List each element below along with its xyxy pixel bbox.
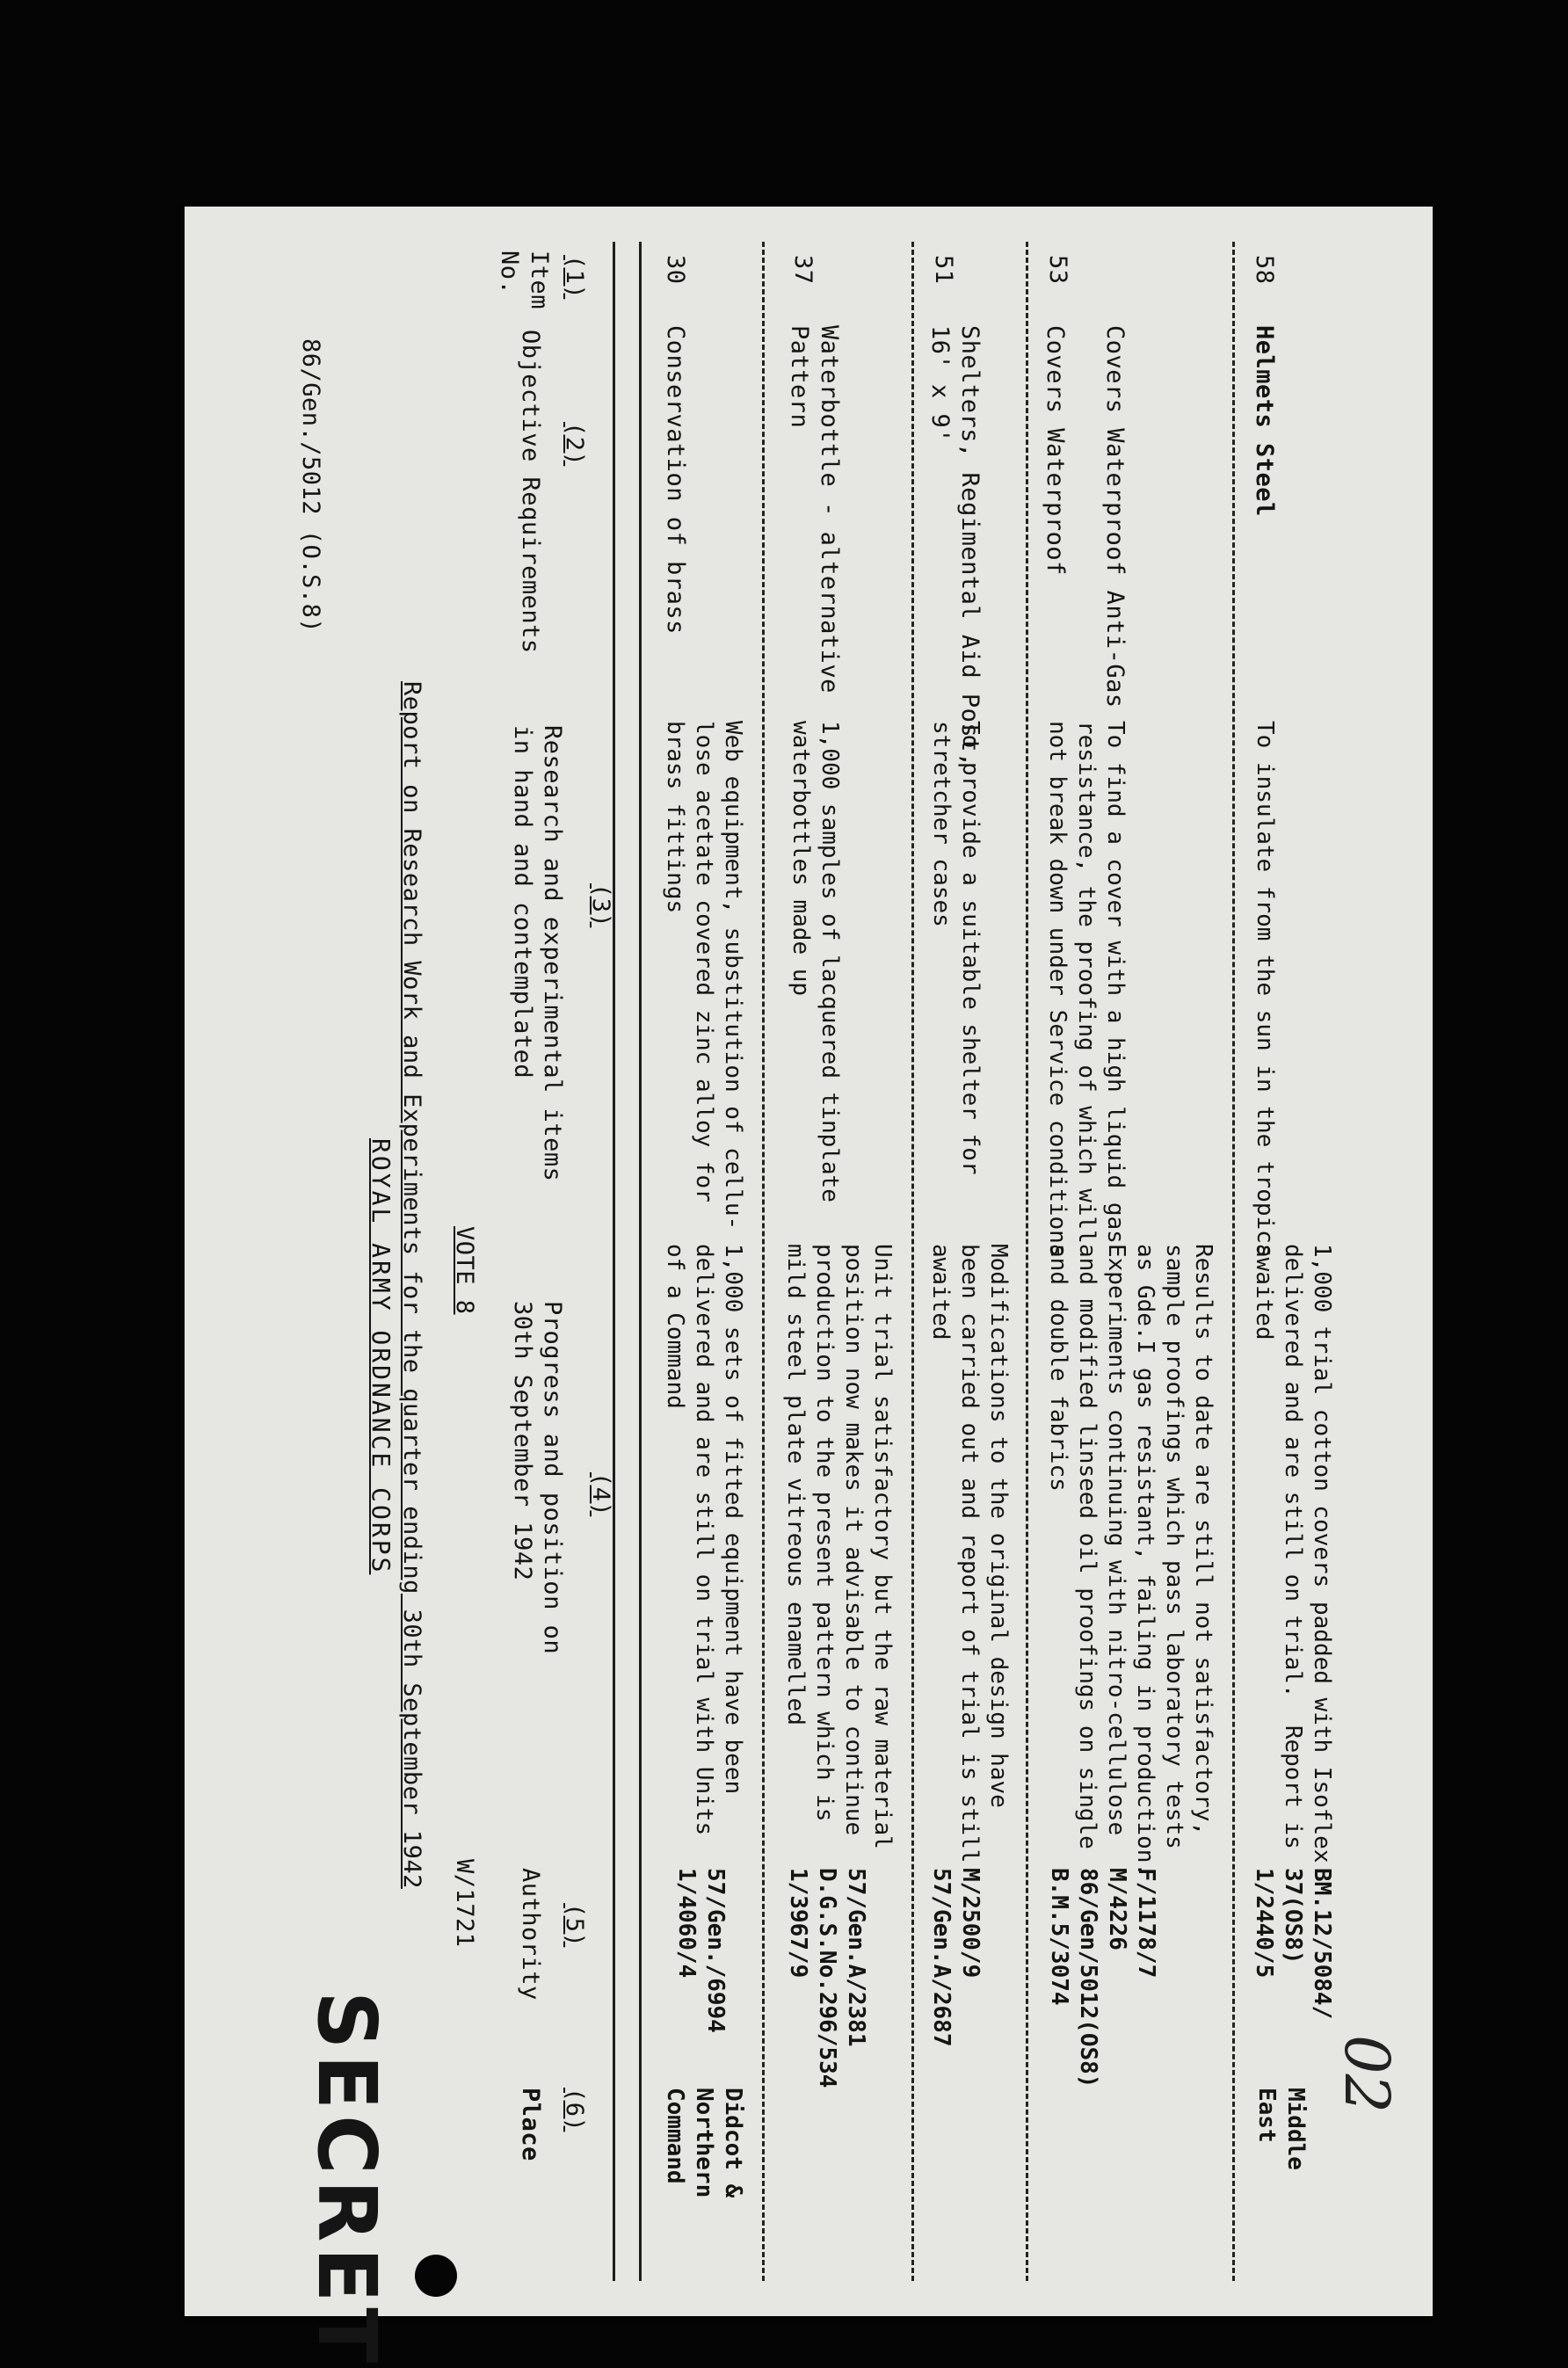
row-53-objective: Covers Waterproof Anti-Gas Covers Waterproof: [1042, 325, 1129, 708]
row-53-authority: F/1178/7 M/4226 86/Gen/5012(OS8) B.M.5/3074: [1046, 1868, 1159, 2088]
row-30-place: Didcot & Northern Command: [662, 2088, 746, 2198]
row-divider: [911, 242, 914, 2281]
column-objective-index: (2): [561, 422, 588, 467]
row-divider: [1026, 242, 1028, 2281]
row-30-research: Web equipment, substitution of cellu- lose acetate covered zinc alloy for brass fittings: [662, 721, 746, 1231]
handwritten-margin-note: 02: [1331, 2035, 1403, 2114]
row-30-progress: 1,000 sets of fitted equipment have been delivered and are still on trial with Units of a Command: [662, 1244, 746, 1836]
row-30-objective: Conservation of brass: [662, 325, 689, 635]
column-authority-index: (5): [561, 1903, 588, 1948]
row-53-item: 53: [1044, 255, 1071, 285]
punch-hole: [415, 2255, 457, 2297]
document-sheet: [185, 207, 1433, 2368]
row-58-item: 58: [1251, 255, 1278, 285]
column-authority: Authority: [517, 1868, 544, 2001]
row-53-progress: Results to date are still not satisfactory, sample proofings which pass laboratory tests as Gde.I gas resistant, failing in production. Experiments continuing with nitro-cellulose and modified linseed oil proofings on single and double fabrics: [1045, 1244, 1216, 1878]
row-53-research: To find a cover with a high liquid gas resistance, the proofing of which will not break down under Service conditions: [1044, 721, 1129, 1258]
row-58-place: Middle East: [1253, 2088, 1309, 2170]
row-51-item: 51: [930, 255, 957, 285]
row-divider: [762, 242, 765, 2281]
report-title: Report on Research Work and Experiments for the quarter ending 30th September 1942: [398, 681, 425, 1889]
column-progress: Progress and position on 30th September 1942: [509, 1301, 566, 1655]
row-51-objective: Shelters, Regimental Aid Post, 16' x 9': [926, 325, 984, 767]
column-progress-index: (4): [587, 1472, 614, 1517]
organisation-heading: ROYAL ARMY ORDNANCE CORPS: [367, 1138, 396, 1575]
row-58-objective: Helmets Steel: [1251, 325, 1278, 517]
row-30-authority: 57/Gen./6994 1/4060/4: [673, 1868, 729, 2033]
row-58-authority: BM.12/5084/ 37(OS8) 1/2440/5: [1251, 1868, 1335, 2020]
row-37-progress: Unit trial satisfactory but the raw material position now makes it advisable to continue production to the present pattern which is mild steel plate vitreous enamelled: [782, 1244, 896, 1849]
column-research: Research and experimental items in hand and contemplated: [509, 725, 566, 1182]
column-place: Place: [517, 2088, 544, 2161]
row-30-item: 30: [662, 255, 689, 285]
column-objective: Objective Requirements: [517, 330, 544, 654]
header-rule: [613, 242, 615, 2281]
row-37-authority: 57/Gen.A/2381 D.G.S.No.296/534 1/3967/9: [785, 1868, 869, 2088]
vote-label: VOTE 8: [451, 1226, 478, 1315]
column-place-index: (6): [561, 2088, 588, 2132]
row-51-research: To provide a suitable shelter for stretcher cases: [928, 721, 984, 1175]
row-37-item: 37: [789, 255, 817, 285]
column-item-no: Item No.: [496, 251, 553, 310]
column-item-no-index: (1): [561, 255, 588, 300]
row-37-research: 1,000 samples of lacquered tinplate waterbottles made up: [788, 721, 843, 1202]
header-rule-lower: [639, 242, 642, 2281]
classification-stamp: SECRET: [300, 1991, 394, 2368]
file-reference: 86/Gen./5012 (O.S.8): [297, 338, 324, 634]
column-research-index: (3): [587, 883, 614, 928]
row-58-research: To insulate from the sun in the tropics: [1252, 721, 1278, 1258]
row-51-authority: M/2500/9 57/Gen.A/2687: [928, 1868, 984, 2047]
reference-number: W/1721: [451, 1859, 478, 1948]
row-51-progress: Modifications to the original design have been carried out and report of trial is still awaited: [927, 1244, 1012, 1863]
row-divider: [1232, 242, 1235, 2281]
row-58-progress: 1,000 trial cotton covers padded with Isoflex delivered and are still on trial. Report is awaited: [1251, 1244, 1335, 1863]
row-37-objective: Waterbottle - alternative Pattern: [786, 325, 843, 694]
